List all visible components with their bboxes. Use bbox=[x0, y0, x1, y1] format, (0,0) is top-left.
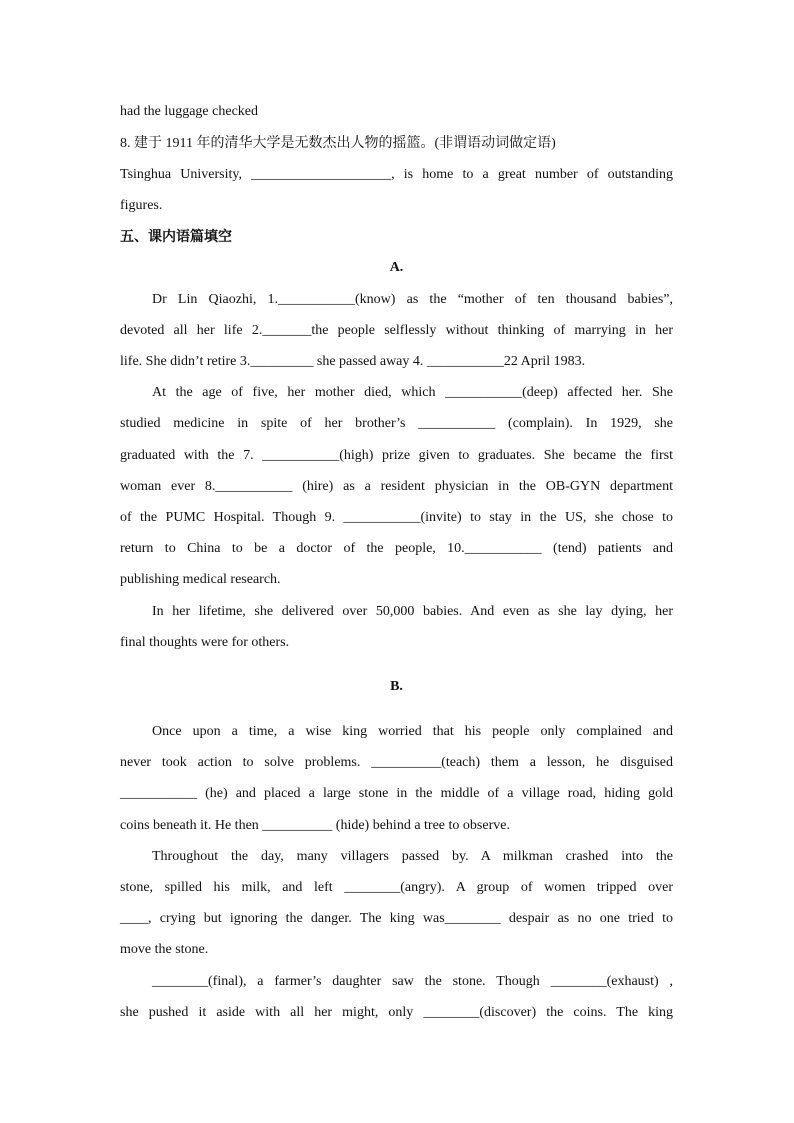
paragraph-line: At the age of five, her mother died, which ___________(deep) affected her. She bbox=[152, 385, 673, 400]
paragraph-line: of the PUMC Hospital. Though 9. ___________(invite) to stay in the US, she chose to bbox=[120, 510, 673, 525]
paragraph-line: publishing medical research. bbox=[120, 572, 281, 587]
passage-a-heading: A. bbox=[389, 260, 404, 275]
paragraph-line: studied medicine in spite of her brother’s ___________ (complain). In 1929, she bbox=[120, 416, 673, 431]
paragraph-line: return to China to be a doctor of the people, 10.___________ (tend) patients and bbox=[120, 541, 673, 556]
paragraph-line: she pushed it aside with all her might, only ________(discover) the coins. The king bbox=[120, 1005, 673, 1020]
paragraph-line: woman ever 8.___________ (hire) as a resident physician in the OB-GYN department bbox=[120, 479, 673, 494]
paragraph-line: move the stone. bbox=[120, 942, 209, 957]
paragraph-line: In her lifetime, she delivered over 50,000 babies. And even as she lay dying, her bbox=[152, 604, 673, 619]
text-line: had the luggage checked bbox=[120, 104, 258, 119]
text-line: Tsinghua University, ____________________, is home to a great number of outstanding bbox=[120, 167, 673, 182]
paragraph-line: ___________ (he) and placed a large stone in the middle of a village road, hiding gold bbox=[120, 786, 673, 801]
paragraph-line: coins beneath it. He then __________ (hide) behind a tree to observe. bbox=[120, 818, 510, 833]
paragraph-line: stone, spilled his milk, and left ________(angry). A group of women tripped over bbox=[120, 880, 673, 895]
paragraph-line: Dr Lin Qiaozhi, 1.___________(know) as the “mother of ten thousand babies”, bbox=[152, 292, 673, 307]
paragraph-line: graduated with the 7. ___________(high) prize given to graduates. She became the first bbox=[120, 448, 673, 463]
paragraph-line: Throughout the day, many villagers passed by. A milkman crashed into the bbox=[152, 849, 673, 864]
passage-b-heading: B. bbox=[390, 679, 403, 694]
paragraph-line: Once upon a time, a wise king worried that his people only complained and bbox=[152, 724, 673, 739]
paragraph-line: final thoughts were for others. bbox=[120, 635, 290, 650]
paragraph-line: ____, crying but ignoring the danger. The king was________ despair as no one tried to bbox=[120, 911, 673, 926]
paragraph-line: life. She didn’t retire 3._________ she passed away 4. ___________22 April 1983. bbox=[120, 354, 586, 369]
text-line: figures. bbox=[120, 198, 163, 213]
paragraph-line: devoted all her life 2._______the people selflessly without thinking of marrying in her bbox=[120, 323, 673, 338]
paragraph-line: ________(final), a farmer’s daughter saw the stone. Though ________(exhaust) , bbox=[152, 974, 673, 989]
paragraph-line: never took action to solve problems. __________(teach) them a lesson, he disguised bbox=[120, 755, 673, 770]
section-heading: 五、课内语篇填空 bbox=[120, 229, 232, 245]
question-8-line: 8. 建于 1911 年的清华大学是无数杰出人物的摇篮。(非谓语动词做定语) bbox=[120, 136, 556, 151]
